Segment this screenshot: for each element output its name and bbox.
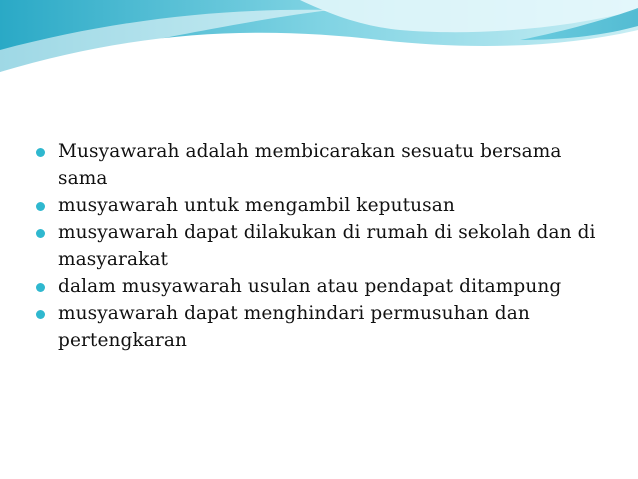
wave-header-decoration xyxy=(0,0,638,80)
bullet-dot-icon xyxy=(36,283,45,292)
bullet-text: dalam musyawarah usulan atau pendapat ditampung xyxy=(58,276,562,297)
bullet-text: musyawarah untuk mengambil keputusan xyxy=(58,195,455,216)
bullet-dot-icon xyxy=(36,229,45,238)
bullet-dot-icon xyxy=(36,148,45,157)
bullet-list xyxy=(34,138,614,354)
bullet-text: musyawarah dapat dilakukan di rumah di sekolah dan di masyarakat xyxy=(58,222,596,270)
bullet-item xyxy=(34,273,614,300)
bullet-dot-icon xyxy=(36,202,45,211)
bullet-item xyxy=(34,138,614,192)
bullet-item xyxy=(34,192,614,219)
bullet-item xyxy=(34,219,614,273)
bullet-item xyxy=(34,300,614,354)
bullet-text: Musyawarah adalah membicarakan sesuatu bersama sama xyxy=(58,141,562,189)
bullet-dot-icon xyxy=(36,310,45,319)
bullet-text: musyawarah dapat menghindari permusuhan dan pertengkaran xyxy=(58,303,530,351)
bullet-content xyxy=(34,138,614,354)
